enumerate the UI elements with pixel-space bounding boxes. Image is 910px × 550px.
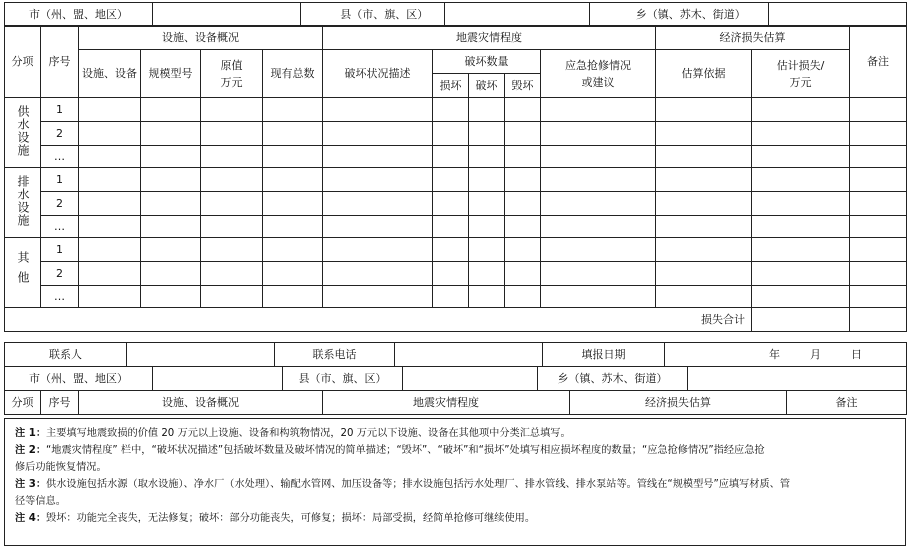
- town-field-2[interactable]: [688, 367, 907, 391]
- county-label: 县（市、旗、区）: [325, 3, 445, 27]
- header-facility-group: 设施、设备概况: [79, 26, 323, 50]
- header-facility: 设施、设备: [79, 50, 141, 98]
- summary-remarks: 备注: [787, 391, 907, 415]
- row-seq: 1: [41, 238, 79, 262]
- note-2: 注 2：“地震灾情程度” 栏中，“破坏状况描述”包括破坏数量及破坏情况的简单描述；“毁坏”、“破坏”和“损坏”处填写相应损坏程度的数量；“应急抢修情况”指经应急抢: [15, 445, 765, 456]
- city-label-2: 市（州、盟、地区）: [5, 367, 153, 391]
- date-label: 填报日期: [543, 343, 665, 367]
- summary-category: 分项: [5, 391, 41, 415]
- contact-person-label: 联系人: [5, 343, 127, 367]
- region-row: [4, 2, 907, 27]
- header-emergency: 应急抢修情况 或建议: [541, 50, 656, 98]
- header-damaged: 损坏: [433, 74, 469, 98]
- header-ruined: 毁坏: [505, 74, 541, 98]
- row-seq: 1: [41, 168, 79, 192]
- total-label: 损失合计: [5, 308, 752, 332]
- header-loss-group: 经济损失估算: [656, 26, 850, 50]
- row-seq: 1: [41, 98, 79, 122]
- note-4: 注 4：毁坏：功能完全丧失，无法修复；破坏：部分功能丧失，可修复；损坏：局部受损，经简单抢修可继续使用。: [15, 513, 536, 524]
- header-original-value: 原值 万元: [201, 50, 263, 98]
- summary-disaster-group: 地震灾情程度: [323, 391, 570, 415]
- section-label-drainage: 排水设施: [5, 168, 41, 238]
- section-label-water-supply: 供水设施: [5, 98, 41, 168]
- summary-facility-group: 设施、设备概况: [79, 391, 323, 415]
- header-seq: 序号: [41, 26, 79, 98]
- date-field[interactable]: 年 月 日: [665, 343, 907, 367]
- town-label-2: 乡（镇、苏木、街道）: [538, 367, 688, 391]
- summary-header-row: [4, 390, 907, 415]
- town-field[interactable]: [769, 3, 907, 27]
- row-seq: 2: [41, 192, 79, 216]
- header-disaster-group: 地震灾情程度: [323, 26, 656, 50]
- header-est-loss: 估计损失/ 万元: [752, 50, 850, 98]
- row-seq: …: [41, 146, 79, 168]
- header-category: 分项: [5, 26, 41, 98]
- header-damage-count: 破坏数量: [433, 50, 541, 74]
- header-current-total: 现有总数: [263, 50, 323, 98]
- contact-phone-field[interactable]: [395, 343, 543, 367]
- header-model: 规模型号: [141, 50, 201, 98]
- row-seq: …: [41, 286, 79, 308]
- city-field[interactable]: [153, 3, 301, 27]
- note-3-cont: 径等信息。: [15, 496, 66, 507]
- county-field[interactable]: [445, 3, 590, 27]
- note-1: 注 1：主要填写地震致损的价值 20 万元以上设施、设备和构筑物情况，20 万元以下设施、设备在其他项中分类汇总填写。: [15, 428, 571, 439]
- header-destroyed: 破坏: [469, 74, 505, 98]
- note-2-cont: 修后功能恢复情况。: [15, 462, 107, 473]
- row-seq: 2: [41, 122, 79, 146]
- row-seq: …: [41, 216, 79, 238]
- header-damage-desc: 破坏状况描述: [323, 50, 433, 98]
- county-field-2[interactable]: [403, 367, 538, 391]
- notes-box: [4, 418, 906, 546]
- header-remarks: 备注: [850, 26, 907, 98]
- contact-phone-label: 联系电话: [275, 343, 395, 367]
- note-3: 注 3：供水设施包括水源（取水设施）、净水厂（水处理）、输配水管网、加压设备等；排水设施包括污水处理厂、排水管线、排水泵站等。管线在“规模型号”应填写材质、管: [15, 479, 791, 490]
- town-label: 乡（镇、苏木、街道）: [614, 3, 769, 27]
- main-table: [4, 25, 907, 332]
- summary-loss-group: 经济损失估算: [570, 391, 787, 415]
- contact-person-field[interactable]: [127, 343, 275, 367]
- city-label: 市（州、盟、地区）: [5, 3, 153, 27]
- section-label-other: 其他: [5, 238, 41, 308]
- contact-row: [4, 342, 907, 367]
- header-basis: 估算依据: [656, 50, 752, 98]
- summary-seq: 序号: [41, 391, 79, 415]
- row-seq: 2: [41, 262, 79, 286]
- county-label-2: 县（市、旗、区）: [283, 367, 403, 391]
- total-field[interactable]: [752, 308, 850, 332]
- city-field-2[interactable]: [153, 367, 283, 391]
- region-row-2: [4, 366, 907, 391]
